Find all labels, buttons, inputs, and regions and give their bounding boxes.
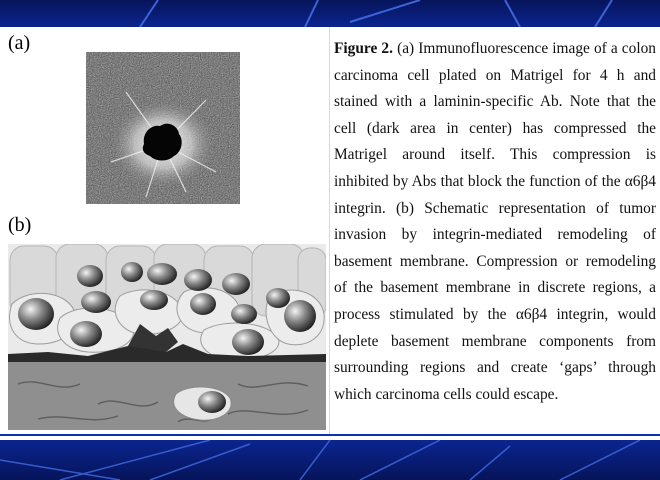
top-decorative-band <box>0 0 660 27</box>
panel-a-label: (a) <box>8 32 31 54</box>
column-divider <box>329 27 330 434</box>
panel-b-label: (b) <box>8 214 32 236</box>
tumor-invasion-schematic <box>8 244 326 430</box>
immunofluorescence-image <box>86 52 240 204</box>
top-band-lines <box>0 0 660 27</box>
caption-text: (a) Immunofluorescence image of a colon carcinoma cell plated on Matrigel for 4 h and stained with a laminin-specific Ab. Note that the cell (dark area in center) has compressed the Matrigel around itself. This compression is inhibited by Abs that block the function of the α6β4 integrin. (b) Schematic representation of tumor invasion by integrin-mediated remodeling of basement membrane. Compression or remodeling of the basement membrane in discrete regions, a process stimulated by the α6β4 integrin, would deplete basement membrane components from surrounding regions and create ‘gaps’ through which carcinoma cells could escape. <box>334 40 656 403</box>
bottom-decorative-band <box>0 440 660 480</box>
figure-number: Figure 2. <box>334 40 393 57</box>
bottom-band-lines <box>0 440 660 480</box>
figure-caption <box>334 36 656 408</box>
